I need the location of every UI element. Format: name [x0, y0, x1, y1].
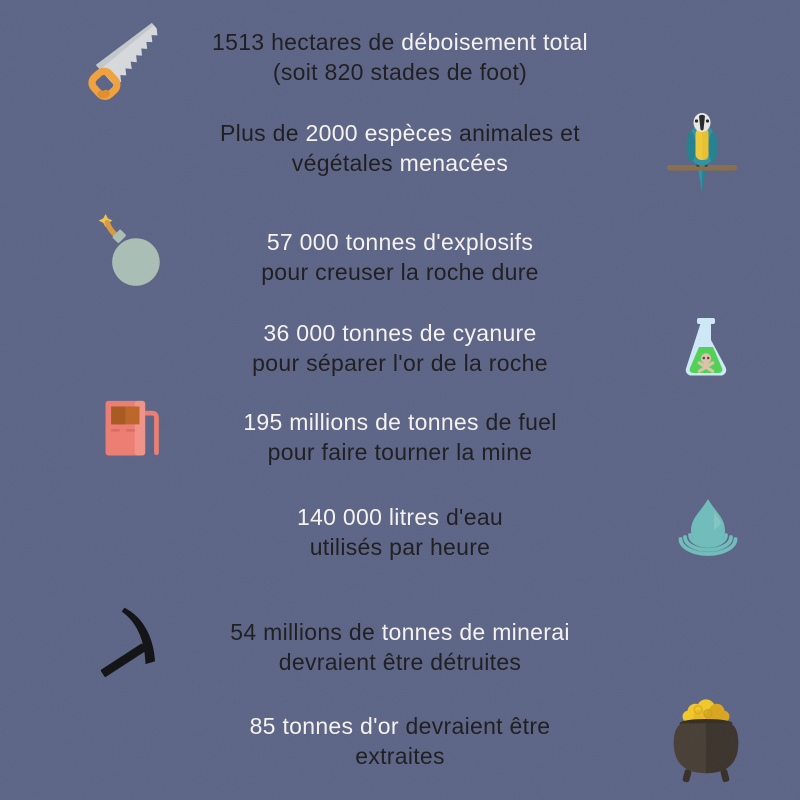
stat-line [140, 118, 660, 148]
stat-line [140, 257, 660, 287]
text-segment: tonnes de minerai [381, 619, 570, 645]
stat-line [140, 407, 660, 437]
text-segment: 1513 hectares de [212, 29, 402, 55]
text-segment: de fuel [485, 409, 557, 435]
stat-text [140, 318, 660, 378]
gold-cauldron-icon [662, 693, 750, 786]
text-segment: pour faire tourner la mine [267, 439, 533, 465]
stat-text [140, 617, 660, 677]
stat-text [140, 227, 660, 287]
stat-line [140, 57, 660, 87]
text-segment: devraient être détruites [278, 649, 522, 675]
stat-line [140, 27, 660, 57]
text-segment: déboisement total [401, 29, 588, 55]
stat-text [140, 27, 660, 87]
stat-line [140, 318, 660, 348]
stat-line [140, 348, 660, 378]
stat-line [140, 227, 660, 257]
stat-line [140, 532, 660, 562]
text-segment: 195 millions de tonnes [243, 409, 486, 435]
text-segment: d'eau [445, 504, 504, 530]
text-segment: animales et [452, 120, 580, 146]
text-segment: végétales [291, 150, 400, 176]
text-segment: 85 tonnes d'or [249, 713, 406, 739]
water-drop-icon [663, 495, 753, 575]
text-segment: 57 000 tonnes d'explosifs [266, 229, 534, 255]
stat-line [140, 647, 660, 677]
text-segment: 36 000 tonnes de cyanure [263, 320, 537, 346]
text-segment: utilisés par heure [309, 534, 491, 560]
stat-line [140, 741, 660, 771]
text-segment: (soit 820 stades de foot) [272, 59, 528, 85]
stat-line [140, 617, 660, 647]
stat-text [140, 118, 660, 178]
stat-line [140, 437, 660, 467]
text-segment: extraites [355, 743, 445, 769]
text-segment: pour creuser la roche dure [261, 259, 539, 285]
text-segment: devraient être [405, 713, 551, 739]
text-segment: Plus de [220, 120, 306, 146]
stat-line [140, 711, 660, 741]
stat-text [140, 711, 660, 771]
text-segment: 2000 espèces [305, 120, 453, 146]
text-segment: 140 000 litres [296, 504, 446, 530]
parrot-icon [666, 110, 738, 194]
stat-line [140, 148, 660, 178]
poison-flask-icon [682, 316, 730, 382]
text-segment: menacées [399, 150, 509, 176]
text-segment: pour séparer l'or de la roche [252, 350, 548, 376]
stat-text [140, 407, 660, 467]
text-segment: 54 millions de [230, 619, 382, 645]
stat-text [140, 502, 660, 562]
stat-line [140, 502, 660, 532]
